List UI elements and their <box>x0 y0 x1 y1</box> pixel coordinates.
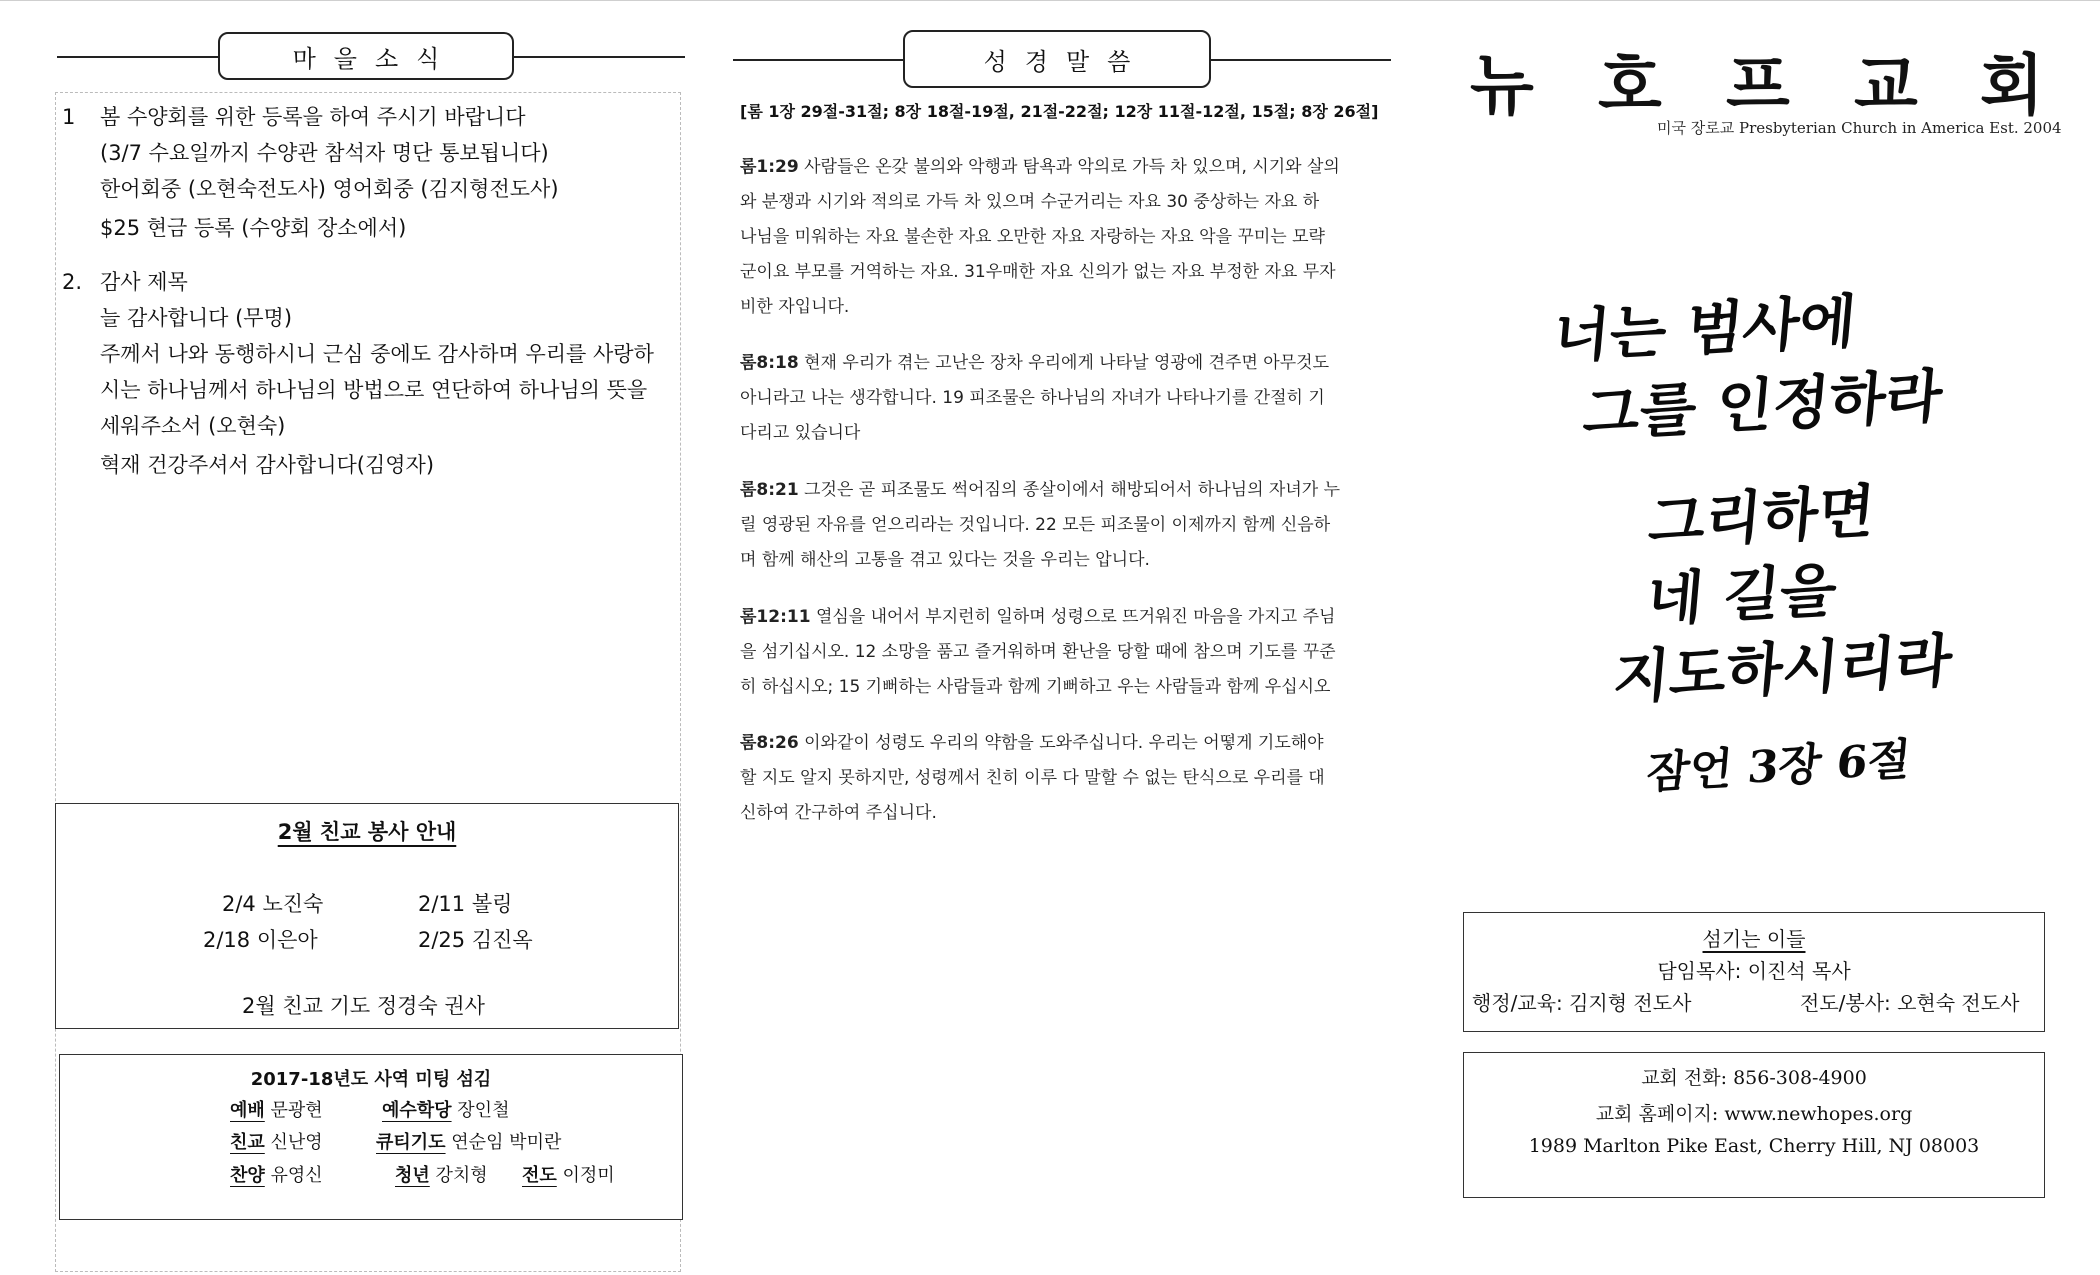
news-item-number: 1 <box>62 105 76 129</box>
servants-box <box>1463 912 2045 1032</box>
fellowship-item: 2/25 김진옥 <box>418 928 533 952</box>
verse-ref: 롬8:26 <box>740 733 799 753</box>
admin-staff: 행정/교육: 김지형 전도사 <box>1472 991 1692 1015</box>
fellowship-title: 2월 친교 봉사 안내 <box>277 820 457 844</box>
scripture-passage <box>740 600 1385 705</box>
ministry-role: 예배 <box>230 1100 265 1121</box>
ministry-title: 2017-18년도 사역 미팅 섬김 <box>250 1069 492 1090</box>
top-border <box>0 0 2100 1</box>
calligraphy-reference: 잠언 3장 6절 <box>1644 734 1913 799</box>
verse-text: 다리고 있습니다 <box>740 423 861 443</box>
ministry-person: 이정미 <box>562 1165 615 1186</box>
ministry-role: 찬양 <box>230 1165 265 1186</box>
fellowship-box <box>55 803 679 1029</box>
news-item-number: 2. <box>62 270 83 294</box>
verse-ref: 롬12:11 <box>740 607 811 627</box>
ministry-role: 전도 <box>522 1165 557 1186</box>
verse-ref: 롬8:21 <box>740 480 799 500</box>
verse-text: 군이요 부모를 거역하는 자요. 31우매한 자요 신의가 없는 자요 부정한 자요 무자 <box>740 262 1336 282</box>
verse-text: 을 섬기십시오. 12 소망을 품고 즐거워하며 환난을 당할 때에 참으며 기도를 꾸준 <box>740 642 1336 662</box>
ministry-role: 친교 <box>230 1132 265 1153</box>
news-item-line: 감사 제목 <box>100 270 188 294</box>
ministry-row <box>230 1128 323 1154</box>
fellowship-item: 2/18 이은아 <box>203 928 318 952</box>
verse-text: 그것은 곧 피조물도 썩어짐의 종살이에서 해방되어서 하나님의 자녀가 누 <box>798 480 1341 500</box>
calligraphy-line: 네 길을 <box>1644 556 1840 634</box>
news-item-line: (3/7 수요일까지 수양관 참석자 명단 통보됩니다) <box>100 141 549 165</box>
news-item-line: 한어회중 (오현숙전도사) 영어회중 (김지형전도사) <box>100 177 559 201</box>
ministry-person: 신난영 <box>270 1132 323 1153</box>
news-item-line: 봄 수양회를 위한 등록을 하여 주시기 바랍니다 <box>100 105 526 129</box>
verse-ref: 롬1:29 <box>740 157 799 177</box>
verse-text: 히 하십시오; 15 기뻐하는 사람들과 함께 기뻐하고 우는 사람들과 함께 우십시오 <box>740 677 1331 697</box>
ministry-person: 문광현 <box>270 1100 323 1121</box>
fellowship-prayer: 2월 친교 기도 정경숙 권사 <box>242 994 485 1018</box>
verse-text: 열심을 내어서 부지런히 일하며 성령으로 뜨거워진 마음을 가지고 주님 <box>810 607 1336 627</box>
fellowship-item: 2/11 볼링 <box>418 892 513 916</box>
church-name-char: 호 <box>1598 47 1662 124</box>
verse-text: 신하여 간구하여 주십니다. <box>740 803 937 823</box>
ministry-row <box>230 1161 323 1187</box>
scripture-passage <box>740 726 1385 831</box>
church-name-char: 프 <box>1726 47 1790 124</box>
news-item-line: 혁재 건강주셔서 감사합니다(김영자) <box>100 453 435 477</box>
contact-box <box>1463 1052 2045 1198</box>
scripture-reference: [롬 1장 29절-31절; 8장 18절-19절, 21절-22절; 12장 11절-12절, 15절; 8장 26절] <box>740 102 1379 121</box>
church-website: 교회 홈페이지: www.newhopes.org <box>1595 1103 1913 1125</box>
verse-text: 릴 영광된 자유를 얻으리라는 것입니다. 22 모든 피조물이 이제까지 함께 신음하 <box>740 515 1331 535</box>
evangelism-staff: 전도/봉사: 오현숙 전도사 <box>1800 991 2020 1015</box>
verse-text: 와 분쟁과 시기와 적의로 가득 차 있으며 수군거리는 자요 30 중상하는 자요 하 <box>740 192 1320 212</box>
scripture-passage <box>740 346 1385 451</box>
church-name-char: 교 <box>1854 47 1918 124</box>
village-news-header: 마을소식 <box>218 32 514 80</box>
ministry-role: 큐티기도 <box>376 1132 446 1153</box>
ministry-person: 장인철 <box>457 1100 510 1121</box>
news-item-line: $25 현금 등록 (수양회 장소에서) <box>100 216 407 240</box>
ministry-box <box>59 1054 683 1220</box>
ministry-person: 연순임 박미란 <box>451 1132 562 1153</box>
calligraphy-line: 지도하시리라 <box>1610 626 1955 712</box>
verse-text: 며 함께 해산의 고통을 겪고 있다는 것을 우리는 압니다. <box>740 550 1150 570</box>
senior-pastor: 담임목사: 이진석 목사 <box>1657 959 1851 983</box>
church-address: 1989 Marlton Pike East, Cherry Hill, NJ 08003 <box>1528 1135 1980 1157</box>
ministry-person: 강치형 <box>435 1165 488 1186</box>
verse-text: 할 지도 알지 못하지만, 성령께서 친히 이루 다 말할 수 없는 탄식으로 우리를 대 <box>740 768 1325 788</box>
verse-text: 비한 자입니다. <box>740 297 850 317</box>
church-name-char: 회 <box>1980 47 2044 124</box>
verse-ref: 롬8:18 <box>740 353 799 373</box>
scripture-passage <box>740 473 1385 578</box>
verse-text: 현재 우리가 겪는 고난은 장차 우리에게 나타날 영광에 견주면 아무것도 <box>798 353 1329 373</box>
scripture-header: 성경말씀 <box>903 30 1211 88</box>
ministry-person: 유영신 <box>270 1165 323 1186</box>
servants-title: 섬기는 이들 <box>1702 927 1806 951</box>
ministry-row <box>395 1161 488 1187</box>
verse-text: 이와같이 성령도 우리의 약함을 도와주십니다. 우리는 어떻게 기도해야 <box>798 733 1324 753</box>
news-item-line: 시는 하나님께서 하나님의 방법으로 연단하여 하나님의 뜻을 <box>100 378 648 402</box>
scripture-passage <box>740 150 1385 325</box>
news-item-line: 주께서 나와 동행하시니 근심 중에도 감사하며 우리를 사랑하 <box>100 342 654 366</box>
calligraphy-line: 그리하면 <box>1645 477 1878 557</box>
church-name-char: 뉴 <box>1470 47 1534 124</box>
ministry-row <box>230 1096 323 1122</box>
church-phone: 교회 전화: 856-308-4900 <box>1641 1067 1867 1089</box>
church-subtitle: 미국 장로교 Presbyterian Church in America Est. 2004 <box>1657 119 2062 137</box>
verse-text: 사람들은 온갖 불의와 악행과 탐욕과 악의로 가득 차 있으며, 시기와 살의 <box>798 157 1340 177</box>
ministry-row <box>522 1161 615 1187</box>
ministry-role: 예수학당 <box>382 1100 452 1121</box>
calligraphy-line: 그를 인정하라 <box>1580 361 1945 449</box>
verse-text: 나님을 미워하는 자요 불손한 자요 오만한 자요 자랑하는 자요 악을 꾸미는 모략 <box>740 227 1325 247</box>
fellowship-item: 2/4 노진숙 <box>222 892 324 916</box>
news-item-line: 늘 감사합니다 (무명) <box>100 306 293 330</box>
ministry-row <box>382 1096 509 1122</box>
ministry-row <box>376 1128 561 1154</box>
verse-text: 아니라고 나는 생각합니다. 19 피조물은 하나님의 자녀가 나타나기를 간절히 기 <box>740 388 1325 408</box>
news-item-line: 세워주소서 (오현숙) <box>100 414 286 438</box>
ministry-role: 청년 <box>395 1165 430 1186</box>
calligraphy-line: 너는 범사에 <box>1550 287 1859 371</box>
